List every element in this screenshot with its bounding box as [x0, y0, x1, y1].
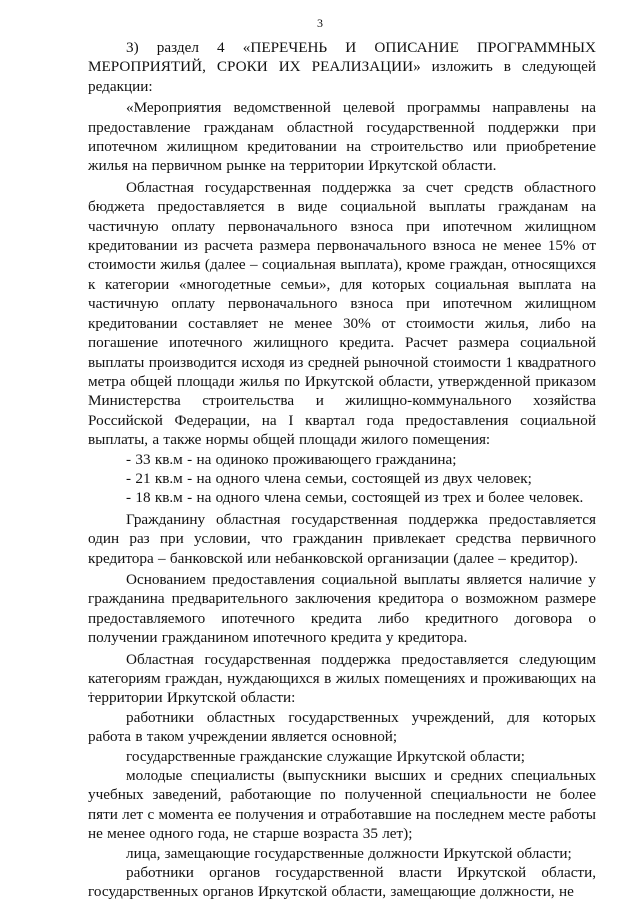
category-item-authority-workers: работники органов государственной власти Иркутской области, государственных органов Иркутской области, замещающие должности, не [88, 864, 596, 901]
paragraph-state-support: Областная государственная поддержка за счет средств областного бюджета предоставляется в виде социальной выплаты гражданам на частичную оплату первоначального взноса при ипотечном жилищном кредитовании из расчета размера первоначального взноса не менее 15% от стоимости жилья (далее – социальная выплата), кроме граждан, относящихся к категории «многодетные семьи», для которых социальная выплата на частичную оплату первоначального взноса при ипотечном жилищном кредитовании составляет не менее 30% от стоимости жилья, либо на погашение ипотечного жилищного кредита. Расчет размера социальной выплаты производится исходя из средней рыночной стоимости 1 квадратного метра общей площади жилья по Иркутской области, утвержденной приказом Министерства строительства и жилищно-коммунального хозяйства Российской Федерации, на I квартал года предоставления социальной выплаты, а также нормы общей площади жилого помещения: [88, 178, 596, 449]
paragraph-categories: Областная государственная поддержка предоставляется следующим категориям граждан, нуждающихся в жилых помещениях и проживающих на территории Иркутской области: [88, 650, 596, 707]
paragraph-grounds: Основанием предоставления социальной выплаты является наличие у гражданина предварительного заключения кредитора о возможном размере предоставляемого ипотечного кредита либо кредитного договора о получении гражданином ипотечного кредита у кредитора. [88, 570, 596, 647]
paragraph-once-condition: Гражданину областная государственная поддержка предоставляется один раз при условии, что гражданин привлекает средства первичного кредитора – банковской или небанковской организации (далее – кредитор). [88, 510, 596, 567]
list-item-norm-18: - 18 кв.м - на одного члена семьи, состоящей из трех и более человек. [126, 489, 584, 507]
list-item-norm-33: - 33 кв.м - на одиноко проживающего гражданина; [126, 450, 457, 468]
category-item-state-positions: лица, замещающие государственные должности Иркутской области; [126, 844, 572, 862]
category-item-young-specialists: молодые специалисты (выпускники высших и средних специальных учебных заведений, работающие по полученной специальности не более пяти лет с момента ее получения и отработавшие на последнем месте работы не менее одного года, не старше возраста 35 лет); [88, 767, 596, 843]
list-item-norm-21: - 21 кв.м - на одного члена семьи, состоящей из двух человек; [126, 469, 532, 487]
category-item-civil-servants: государственные гражданские служащие Иркутской области; [126, 747, 526, 765]
page-number: 3 [317, 16, 323, 30]
category-item-institution-workers: работники областных государственных учреждений, для которых работа в таком учреждении является основной; [88, 708, 596, 746]
paragraph-section-heading: 3) раздел 4 «ПЕРЕЧЕНЬ И ОПИСАНИЕ ПРОГРАММНЫХ МЕРОПРИЯТИЙ, СРОКИ ИХ РЕАЛИЗАЦИИ» изложить в следующей редакции: [88, 39, 596, 95]
document-body [88, 38, 596, 902]
paragraph-program-measures: «Мероприятия ведомственной целевой программы направлены на предоставление гражданам областной государственной поддержки при ипотечном жилищном кредитовании на строительство или приобретение жилья на первичном рынке на территории Иркутской области. [88, 99, 596, 175]
